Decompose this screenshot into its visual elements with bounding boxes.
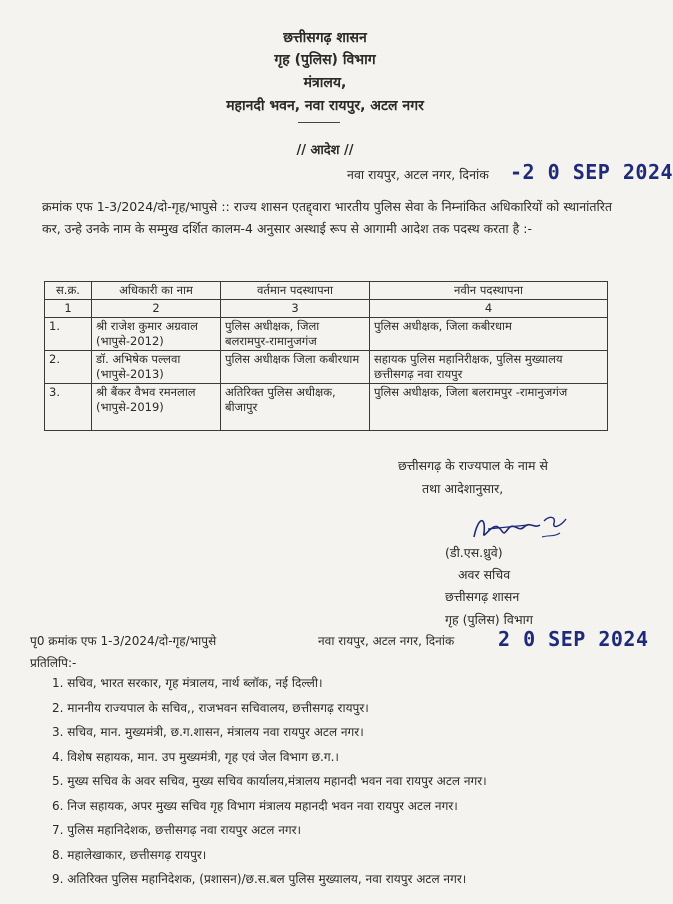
order-body-text: क्रमांक एफ 1-3/2024/दो-गृह/भापुसे :: राज्य शासन एतद्द्वारा भारतीय पुलिस सेवा के निम्नांकित अधिकारियों को स्थानांतरित कर, उन्हे उनके नाम के सम्मुख दर्शित कालम-4 अनुसार अस्थाई रूप से आगामी आदेश तक पदस्थ करता है :- bbox=[42, 199, 612, 236]
signatory-name: (डी.एस.ध्रुवे) bbox=[445, 545, 503, 560]
col-number: 1 bbox=[45, 300, 92, 318]
endorsement-ref: पृ0 क्रमांक एफ 1-3/2024/दो-गृह/भापुसे bbox=[30, 634, 217, 648]
col-number: 4 bbox=[370, 300, 608, 318]
endorsement-date-stamp: 2 0 SEP 2024 bbox=[498, 627, 649, 651]
row-sn: 1. bbox=[45, 318, 92, 351]
endorsement-place-label: नवा रायपुर, अटल नगर, दिनांक bbox=[318, 634, 455, 648]
row-new-posting: पुलिस अधीक्षक, जिला बलरामपुर -रामानुजगंज bbox=[370, 384, 608, 431]
table-header-row bbox=[45, 282, 608, 300]
row-sn: 3. bbox=[45, 384, 92, 431]
signatory-department: गृह (पुलिस) विभाग bbox=[445, 612, 533, 627]
col-number: 3 bbox=[221, 300, 370, 318]
row-current-posting: अतिरिक्त पुलिस अधीक्षक, बीजापुर bbox=[221, 384, 370, 431]
copy-to-label: प्रतिलिपि:- bbox=[30, 656, 77, 670]
row-officer-name: श्री राजेश कुमार अग्रवाल (भापुसे-2012) bbox=[92, 318, 221, 351]
ministry-label: मंत्रालय, bbox=[303, 75, 347, 91]
signatory-designation: अवर सचिव bbox=[458, 567, 511, 582]
header-divider bbox=[298, 122, 340, 123]
col-header-new-posting: नवीन पदस्थापना bbox=[370, 282, 608, 300]
order-title: // आदेश // bbox=[296, 143, 354, 158]
list-item: 1. सचिव, भारत सरकार, गृह मंत्रालय, नार्थ ब्लॉक, नई दिल्ली। bbox=[52, 676, 323, 690]
list-item: 7. पुलिस महानिदेशक, छत्तीसगढ़ नवा रायपुर अटल नगर। bbox=[52, 823, 302, 837]
authority-line-2: तथा आदेशानुसार, bbox=[422, 481, 504, 496]
row-officer-name: डॉ. अभिषेक पल्लवा (भापुसे-2013) bbox=[92, 351, 221, 384]
col-number: 2 bbox=[92, 300, 221, 318]
list-item: 2. माननीय राज्यपाल के सचिव,, राजभवन सचिवालय, छत्तीसगढ़ रायपुर। bbox=[52, 700, 369, 715]
col-header-sn: स.क्र. bbox=[45, 282, 92, 300]
date-place-label: नवा रायपुर, अटल नगर, दिनांक bbox=[347, 167, 489, 182]
table-row bbox=[45, 318, 608, 351]
list-item: 3. सचिव, मान. मुख्यमंत्री, छ.ग.शासन, मंत्रालय नवा रायपुर अटल नगर। bbox=[52, 725, 364, 739]
row-officer-name: श्री बैंकर वैभव रमनलाल (भापुसे-2019) bbox=[92, 384, 221, 431]
copy-recipient-list bbox=[52, 671, 487, 892]
row-new-posting: सहायक पुलिस महानिरीक्षक, पुलिस मुख्यालय छत्तीसगढ़ नवा रायपुर bbox=[370, 351, 608, 384]
department-title: गृह (पुलिस) विभाग bbox=[274, 52, 376, 68]
list-item: 9. अतिरिक्त पुलिस महानिदेशक, (प्रशासन)/छ.स.बल पुलिस मुख्यालय, नवा रायपुर अटल नगर। bbox=[52, 872, 467, 886]
list-item: 6. निज सहायक, अपर मुख्य सचिव गृह विभाग मंत्रालय महानदी भवन नवा रायपुर अटल नगर। bbox=[52, 798, 458, 813]
row-current-posting: पुलिस अधीक्षक जिला कबीरधाम bbox=[221, 351, 370, 384]
col-header-current-posting: वर्तमान पदस्थापना bbox=[221, 282, 370, 300]
table-number-row bbox=[45, 300, 608, 318]
col-header-officer: अधिकारी का नाम bbox=[92, 282, 221, 300]
date-stamp: -2 0 SEP 2024 bbox=[510, 160, 673, 184]
row-new-posting: पुलिस अधीक्षक, जिला कबीरधाम bbox=[370, 318, 608, 351]
row-sn: 2. bbox=[45, 351, 92, 384]
govt-title: छत्तीसगढ़ शासन bbox=[283, 30, 367, 46]
table-row bbox=[45, 351, 608, 384]
list-item: 8. महालेखाकार, छत्तीसगढ़ रायपुर। bbox=[52, 847, 207, 862]
row-current-posting: पुलिस अधीक्षक, जिला बलरामपुर-रामानुजगंज bbox=[221, 318, 370, 351]
address-line: महानदी भवन, नवा रायपुर, अटल नगर bbox=[226, 98, 424, 114]
transfer-table bbox=[44, 281, 608, 431]
signatory-org: छत्तीसगढ़ शासन bbox=[445, 589, 520, 604]
table-row bbox=[45, 384, 608, 431]
list-item: 5. मुख्य सचिव के अवर सचिव, मुख्य सचिव कार्यालय,मंत्रालय महानदी भवन नवा रायपुर अटल नगर। bbox=[52, 774, 487, 788]
authority-line-1: छत्तीसगढ़ के राज्यपाल के नाम से bbox=[398, 458, 548, 473]
list-item: 4. विशेष सहायक, मान. उप मुख्यमंत्री, गृह एवं जेल विभाग छ.ग.। bbox=[52, 749, 339, 764]
